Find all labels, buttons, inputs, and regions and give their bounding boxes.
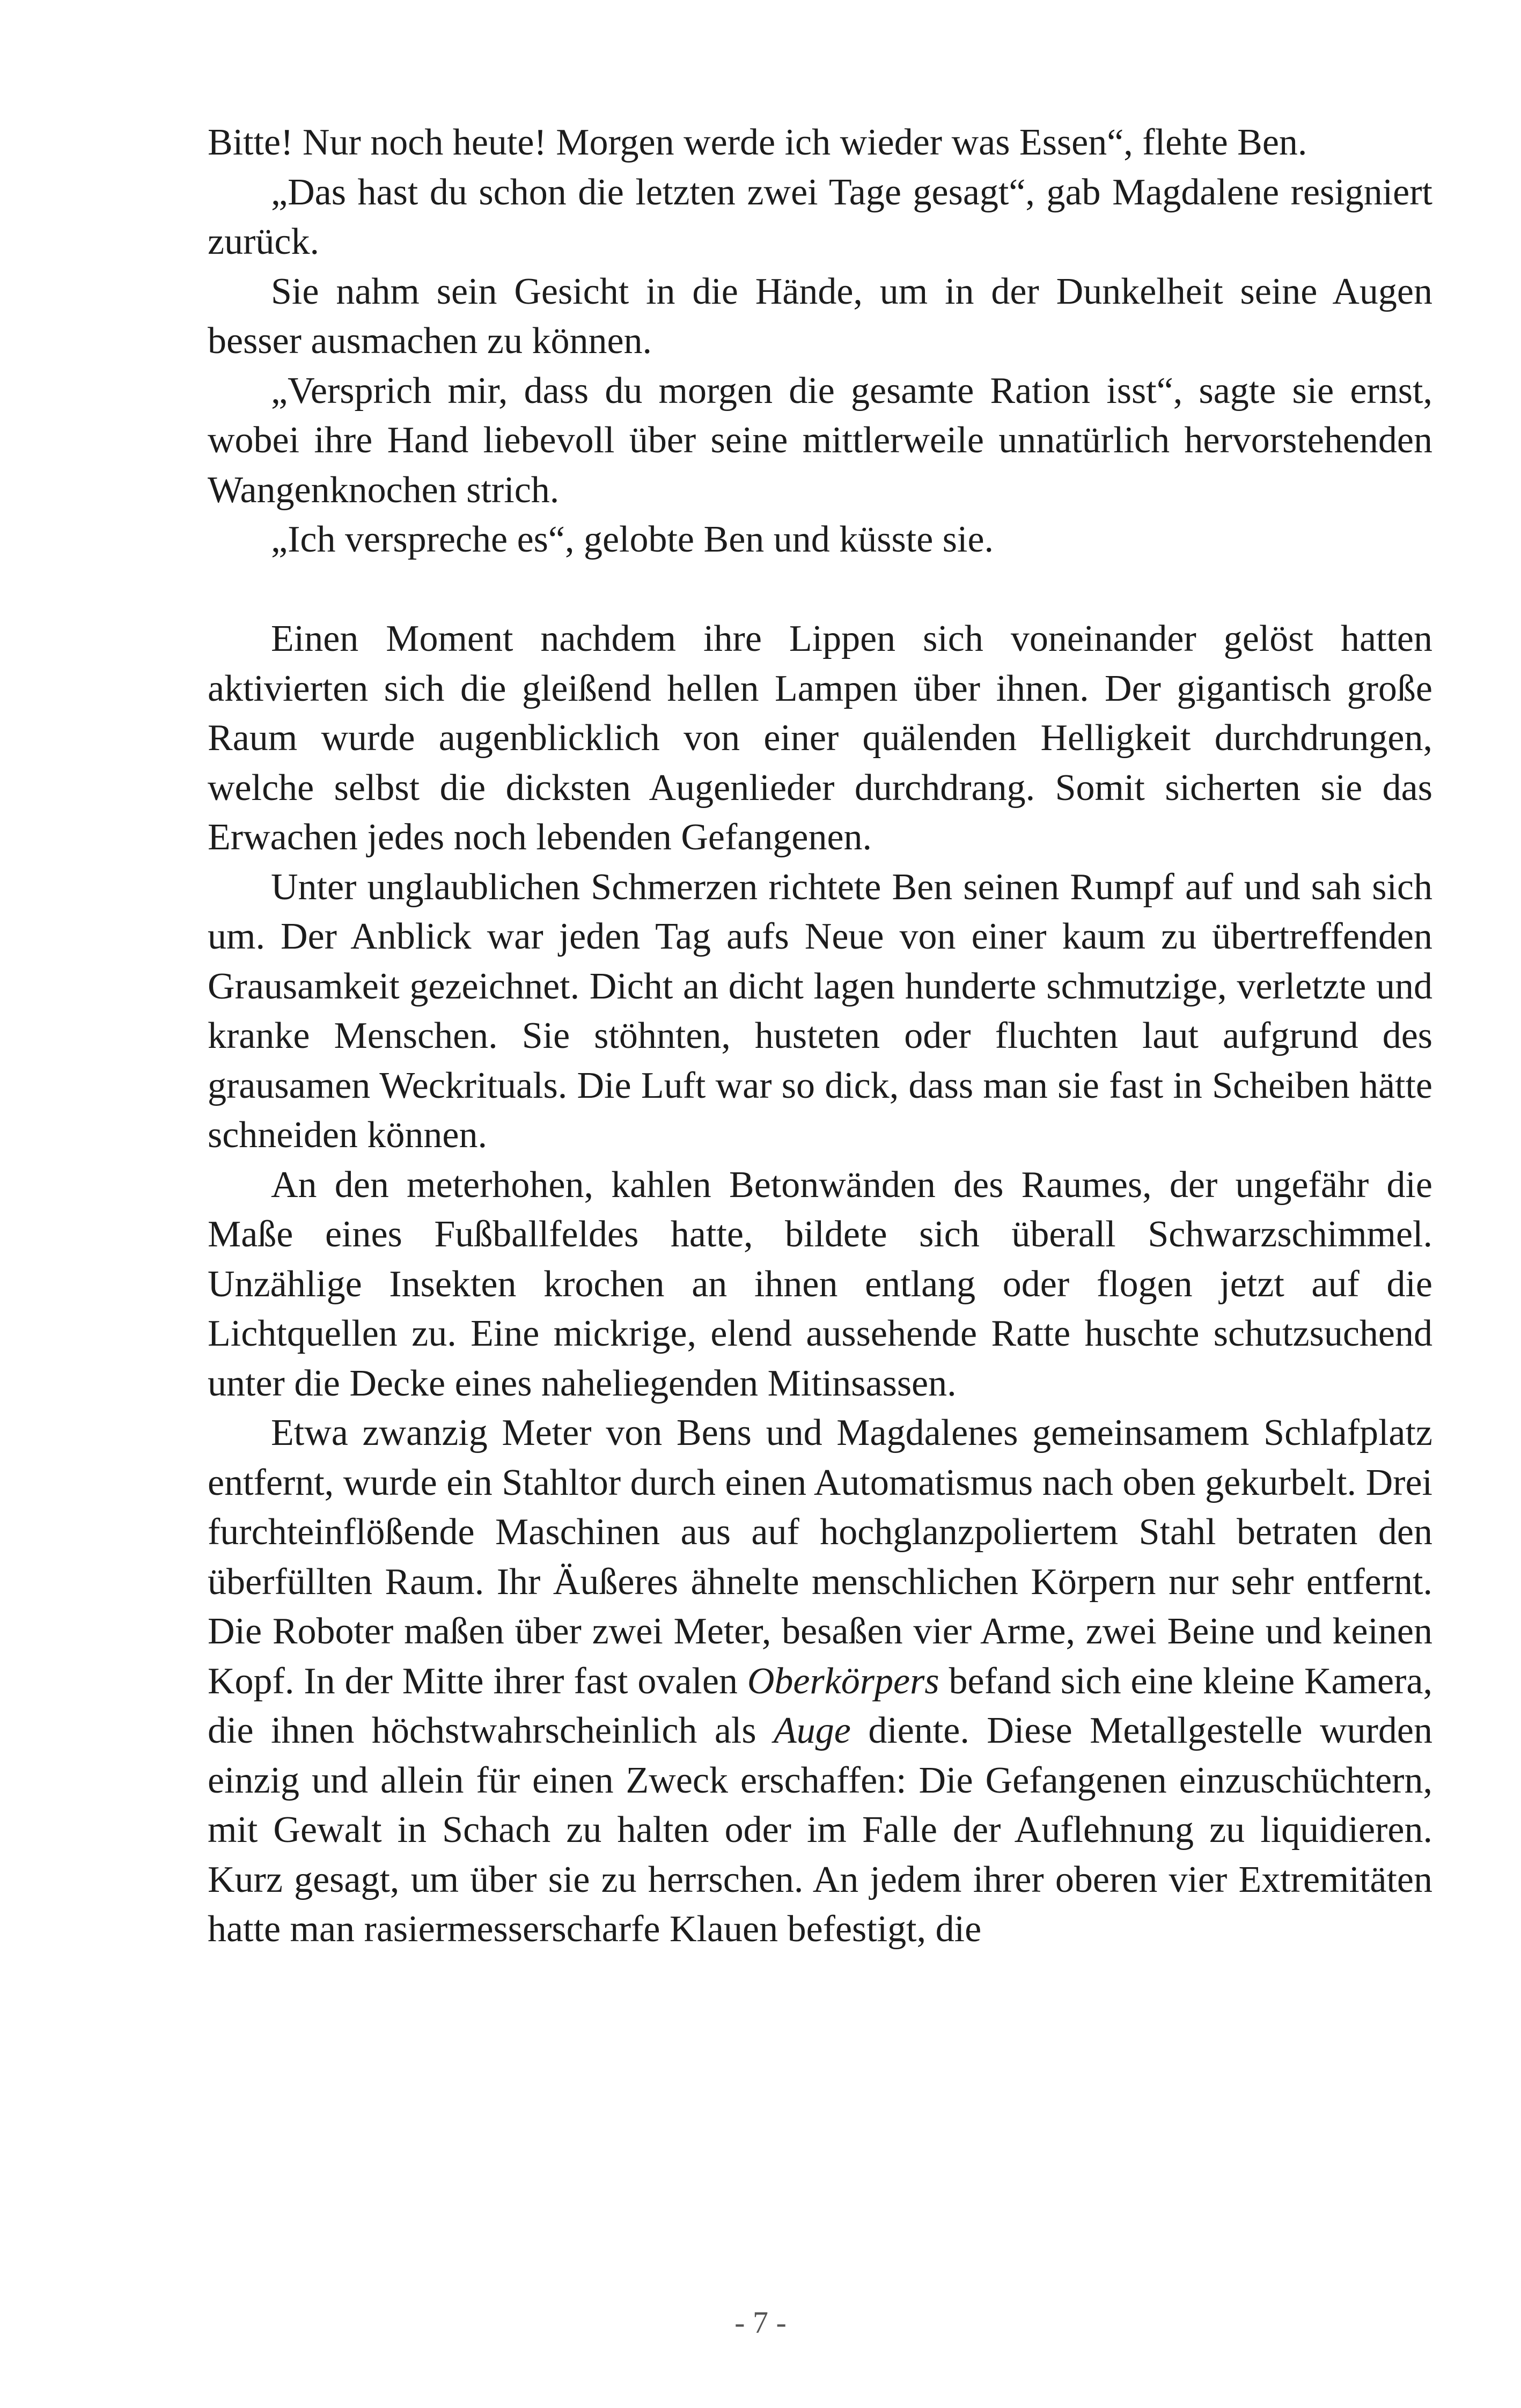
paragraph-9-text-c: diente. Diese Metallgestelle wurden einzig und allein für einen Zweck erschaffen: Die Gefangenen einzuschüchtern, mit Gewalt in Schach zu halten oder im Falle der Auflehnung zu liquidieren. Kurz gesagt, um über sie zu herrschen. An jedem ihrer oberen vier Extremitäten hatte man rasiermesserscharfe Klauen befestigt, die bbox=[208, 1710, 1432, 1950]
paragraph-9-text-a: Etwa zwanzig Meter von Bens und Magdalenes gemeinsamem Schlafplatz entfernt, wurde ein Stahltor durch einen Automatismus nach oben gekurbelt. Drei furchteinflößende Maschinen aus auf hochglanzpoliertem Stahl betraten den überfüllten Raum. Ihr Äußeres ähnelte menschlichen Körpern nur sehr entfernt. Die Roboter maßen über zwei Meter, besaßen vier Arme, zwei Beine und keinen Kopf. In der Mitte ihrer fast ovalen bbox=[208, 1412, 1432, 1702]
paragraph-9-italic-auge: Auge bbox=[774, 1710, 851, 1751]
paragraph-7: Unter unglaublichen Schmerzen richtete Ben seinen Rumpf auf und sah sich um. Der Anblick war jeden Tag aufs Neue von einer kaum zu übertreffenden Grausamkeit gezeichnet. Dicht an dicht lagen hunderte schmutzige, verletzte und kranke Menschen. Sie stöhnten, husteten oder fluchten laut aufgrund des grausamen Weckrituals. Die Luft war so dick, dass man sie fast in Scheiben hätte schneiden können. bbox=[208, 866, 1432, 1156]
paragraph-3: Sie nahm sein Gesicht in die Hände, um in der Dunkelheit seine Augen besser ausmachen zu können. bbox=[208, 270, 1432, 362]
paragraph-2: „Das hast du schon die letzten zwei Tage gesagt“, gab Magdalene resigniert zurück. bbox=[208, 171, 1432, 262]
paragraph-5: „Ich verspreche es“, gelobte Ben und küsste sie. bbox=[271, 519, 994, 560]
scene-break bbox=[208, 565, 1432, 615]
paragraph-9 bbox=[208, 1408, 1432, 1955]
body-text bbox=[208, 118, 1432, 1955]
paragraph-9-text-b: befand sich eine kleine Kamera, die ihnen höchstwahrscheinlich als bbox=[208, 1660, 1432, 1751]
page-number: - 7 - bbox=[734, 2305, 787, 2340]
paragraph-6: Einen Moment nachdem ihre Lippen sich voneinander gelöst hatten aktivierten sich die gleißend hellen Lampen über ihnen. Der gigantisch große Raum wurde augenblicklich von einer quälenden Helligkeit durchdrungen, welche selbst die dicksten Augenlieder durchdrang. Somit sicherten sie das Erwachen jedes noch lebenden Gefangenen. bbox=[208, 618, 1432, 858]
paragraph-4: „Versprich mir, dass du morgen die gesamte Ration isst“, sagte sie ernst, wobei ihre Hand liebevoll über seine mittlerweile unnatürlich hervorstehenden Wangenknochen strich. bbox=[208, 370, 1432, 511]
paragraph-8: An den meterhohen, kahlen Betonwänden des Raumes, der ungefähr die Maße eines Fußballfeldes hatte, bildete sich überall Schwarzschimmel. Unzählige Insekten krochen an ihnen entlang oder flogen jetzt auf die Lichtquellen zu. Eine mickrige, elend aussehende Ratte huschte schutzsuchend unter die Decke eines naheliegenden Mitinsassen. bbox=[208, 1164, 1432, 1404]
paragraph-1: Bitte! Nur noch heute! Morgen werde ich wieder was Essen“, flehte Ben. bbox=[208, 122, 1307, 163]
paragraph-9-italic-oberkoerpers: Oberkörpers bbox=[747, 1660, 939, 1702]
